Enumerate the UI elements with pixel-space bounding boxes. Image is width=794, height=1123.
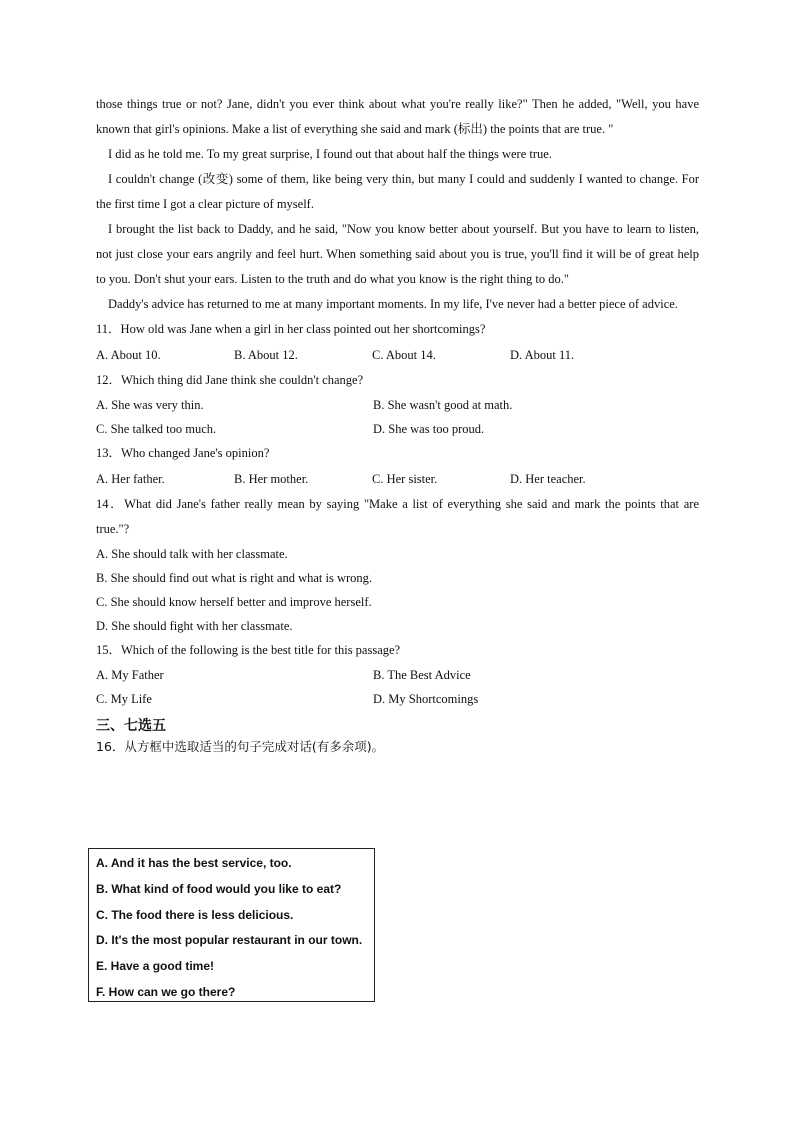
options-row bbox=[96, 417, 699, 441]
option-d: D. She was too proud. bbox=[373, 422, 485, 436]
option-a: A. Her father. bbox=[96, 472, 165, 486]
options-box bbox=[88, 848, 375, 1002]
question-stem: 14．What did Jane's father really mean by saying "Make a list of everything she said and mark the points that are true."? bbox=[96, 497, 699, 536]
section-title: 三、七选五 bbox=[96, 718, 166, 734]
option-d: D. Her teacher. bbox=[510, 472, 586, 486]
question-15 bbox=[96, 638, 699, 711]
box-option-c: C. The food there is less delicious. bbox=[96, 907, 294, 922]
question-stem: 11．How old was Jane when a girl in her class pointed out her shortcomings? bbox=[96, 322, 486, 336]
box-option-b: B. What kind of food would you like to eat? bbox=[96, 881, 342, 896]
option-b: B. She should find out what is right and what is wrong. bbox=[96, 571, 373, 585]
option-a: A. She should talk with her classmate. bbox=[96, 547, 288, 561]
options-row bbox=[96, 342, 699, 368]
box-option-d: D. It's the most popular restaurant in our town. bbox=[96, 933, 363, 948]
option-c: C. Her sister. bbox=[372, 472, 438, 486]
option-a: A. She was very thin. bbox=[96, 398, 204, 412]
question-12 bbox=[96, 368, 699, 441]
reading-passage bbox=[96, 92, 699, 317]
option-c: C. About 14. bbox=[372, 348, 436, 362]
options-row bbox=[96, 393, 699, 417]
options-row bbox=[96, 663, 699, 687]
question-13 bbox=[96, 441, 699, 492]
question-stem: 12．Which thing did Jane think she couldn't change? bbox=[96, 373, 364, 387]
box-option-f: F. How can we go there? bbox=[96, 984, 236, 999]
option-d: D. About 11. bbox=[510, 348, 575, 362]
question-stem: 13．Who changed Jane's opinion? bbox=[96, 446, 270, 460]
question-14 bbox=[96, 492, 699, 638]
options-row bbox=[96, 466, 699, 492]
document-page bbox=[96, 92, 699, 757]
option-c: C. She should know herself better and improve herself. bbox=[96, 595, 372, 609]
passage-paragraph: I brought the list back to Daddy, and he said, "Now you know better about yourself. But you have to learn to listen, not just close your ears angrily and feel hurt. When something said about you is true, you'll find it will be of great help to you. Don't shut your ears. Listen to the truth and do what you know is the right thing to do." bbox=[96, 222, 699, 286]
passage-paragraph: Daddy's advice has returned to me at many important moments. In my life, I've never had a better piece of advice. bbox=[108, 297, 678, 311]
option-a: A. About 10. bbox=[96, 348, 161, 362]
options-row bbox=[96, 687, 699, 711]
passage-paragraph: I did as he told me. To my great surprise, I found out that about half the things were true. bbox=[108, 147, 552, 161]
question-11 bbox=[96, 317, 699, 368]
option-c: C. My Life bbox=[96, 692, 152, 706]
option-b: B. The Best Advice bbox=[373, 668, 471, 682]
passage-paragraph: those things true or not? Jane, didn't you ever think about what you're really like?" Then he added, "Well, you have known that girl's opinions. Make a list of everything she said and mark (标出) the points that are true. " bbox=[96, 97, 699, 136]
section-instruction: 16．从方框中选取适当的句子完成对话(有多余项)。 bbox=[96, 739, 385, 754]
option-a: A. My Father bbox=[96, 668, 164, 682]
box-option-e: E. Have a good time! bbox=[96, 959, 215, 974]
option-d: D. My Shortcomings bbox=[373, 692, 479, 706]
box-option-a: A. And it has the best service, too. bbox=[96, 856, 292, 870]
option-b: B. About 12. bbox=[234, 348, 298, 362]
option-c: C. She talked too much. bbox=[96, 422, 217, 436]
passage-paragraph: I couldn't change (改变) some of them, like being very thin, but many I could and suddenly I wanted to change. For the first time I got a clear picture of myself. bbox=[96, 172, 699, 211]
question-stem: 15．Which of the following is the best title for this passage? bbox=[96, 643, 401, 657]
option-b: B. Her mother. bbox=[234, 472, 309, 486]
option-d: D. She should fight with her classmate. bbox=[96, 619, 293, 633]
option-b: B. She wasn't good at math. bbox=[373, 398, 513, 412]
